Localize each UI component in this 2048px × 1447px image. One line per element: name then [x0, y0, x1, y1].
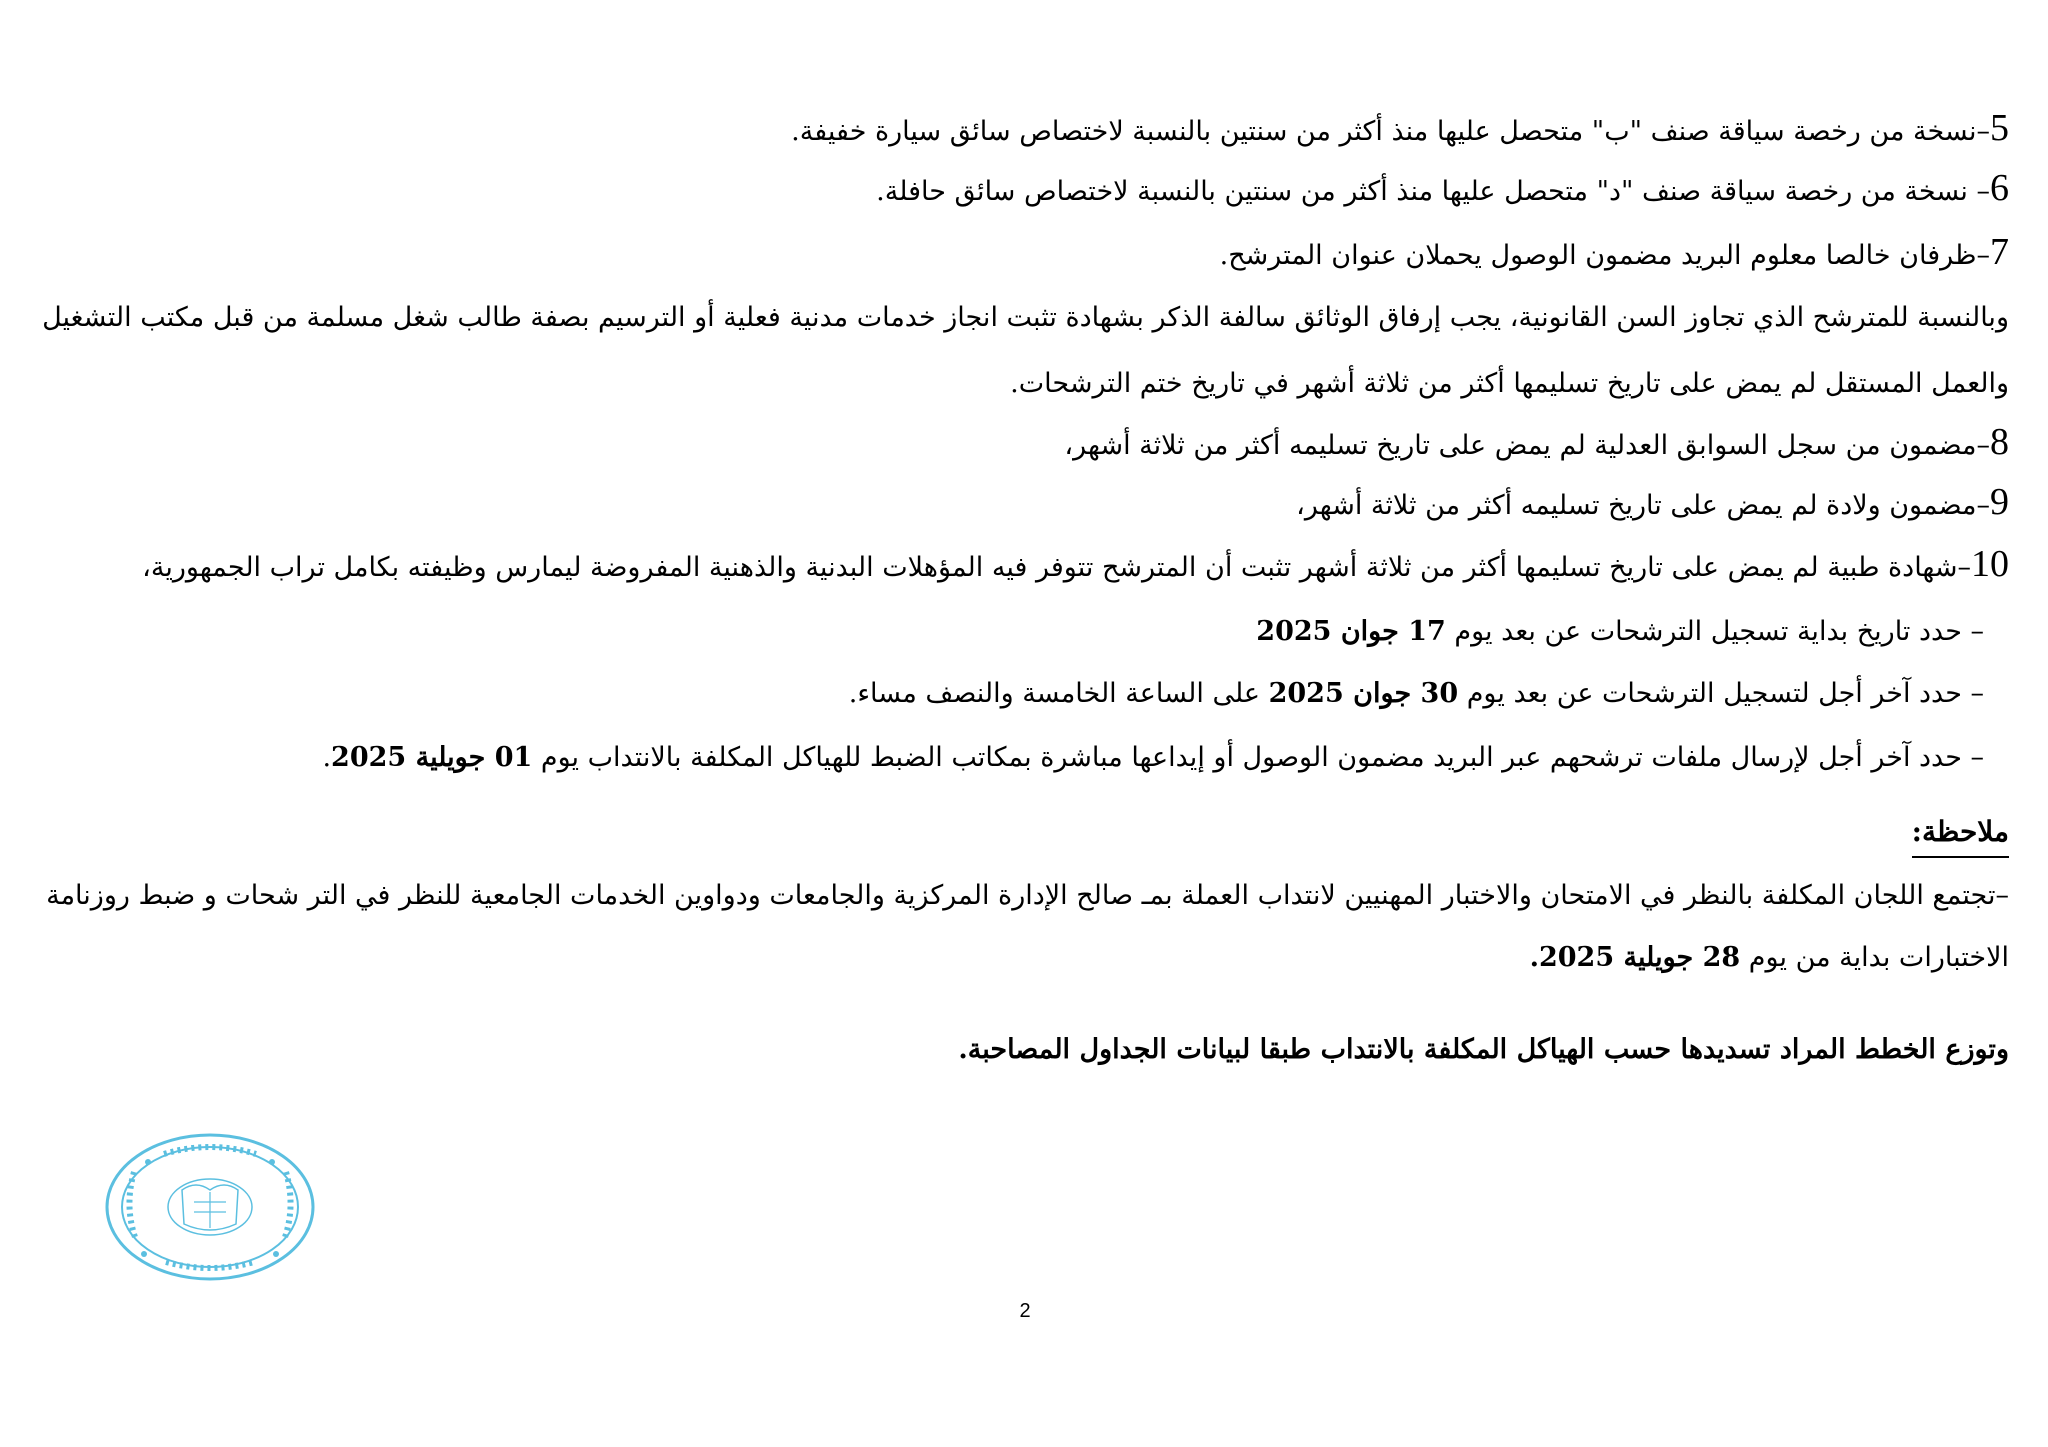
item-number: 6: [1990, 167, 2009, 209]
item-text: –مضمون ولادة لم يمض على تاريخ تسليمه أكثر من ثلاثة أشهر،: [1296, 490, 1990, 521]
note-suffix: .: [1529, 942, 1539, 973]
deadline-date: 01 جويلية 2025: [331, 742, 533, 773]
page-number: 2: [1019, 1300, 1031, 1322]
deadline-date: 17 جوان 2025: [1256, 616, 1446, 647]
official-seal-icon: [104, 1132, 316, 1282]
item-text: –نسخة من رخصة سياقة صنف "ب" متحصل عليها منذ أكثر من سنتين بالنسبة لاختصاص سائق سيارة خفيفة.: [791, 116, 1990, 147]
deadline-online-registration: [849, 674, 1984, 714]
deadline-text: – حدد آخر أجل لإرسال ملفات ترشحهم عبر البريد مضمون الوصول أو إيداعها مباشرة بمكاتب الضبط للهياكل المكلفة بالانتداب يوم: [532, 742, 1984, 773]
closing-statement: وتوزع الخطط المراد تسديدها حسب الهياكل المكلفة بالانتداب طبقا لبيانات الجداول المصاحبة.: [958, 1034, 2009, 1065]
deadline-mail-submission: [322, 738, 1984, 778]
deadline-start: [1256, 612, 1984, 652]
item-number: 10: [1971, 543, 2009, 585]
age-paragraph-line-1: وبالنسبة للمترشح الذي تجاوز السن القانونية، يجب إرفاق الوثائق سالفة الذكر بشهادة تثبت انجاز خدمات مدنية فعلية أو الترسيم بصفة طالب شغل مسلمة من قبل مكتب التشغيل: [42, 302, 2009, 333]
list-item-10: [142, 544, 2009, 588]
deadline-suffix: على الساعة الخامسة والنصف مساء.: [848, 678, 1269, 709]
item-text: –مضمون من سجل السوابق العدلية لم يمض على تاريخ تسليمه أكثر من ثلاثة أشهر،: [1064, 430, 1990, 461]
list-item-6: [876, 168, 2009, 212]
item-text: – نسخة من رخصة سياقة صنف "د" متحصل عليها منذ أكثر من سنتين بالنسبة لاختصاص سائق حافلة.: [876, 176, 1990, 207]
deadline-suffix: .: [322, 742, 332, 773]
note-text: الاختبارات بداية من يوم: [1740, 942, 2009, 973]
item-number: 8: [1990, 421, 2009, 463]
list-item-9: [1296, 482, 2009, 526]
list-item-5: [791, 108, 2009, 152]
list-item-8: [1064, 422, 2009, 466]
deadline-date: 30 جوان 2025: [1268, 678, 1459, 709]
item-number: 5: [1990, 107, 2009, 149]
item-text: –شهادة طبية لم يمض على تاريخ تسليمها أكثر من ثلاثة أشهر تثبت أن المترشح تتوفر فيه المؤهلات البدنية والذهنية المفروضة ليمارس وظيفته بكامل تراب الجمهورية،: [142, 552, 1971, 583]
deadline-text: – حدد تاريخ بداية تسجيل الترشحات عن بعد يوم: [1445, 616, 1984, 647]
item-number: 7: [1990, 231, 2009, 273]
note-line-2: [1530, 938, 2009, 978]
note-date: 28 جويلية 2025: [1538, 942, 1741, 973]
deadline-text: – حدد آخر أجل لتسجيل الترشحات عن بعد يوم: [1458, 678, 1984, 709]
item-text: –ظرفان خالصا معلوم البريد مضمون الوصول يحملان عنوان المترشح.: [1219, 240, 1990, 271]
note-heading: ملاحظة:: [1912, 812, 2009, 858]
note-line-1: –تجتمع اللجان المكلفة بالنظر في الامتحان والاختبار المهنيين لانتداب العملة بمـ صالح الإدارة المركزية والجامعات ودواوين الخدمات الجامعية للنظر في التر شحات و ضبط روزنامة: [46, 880, 2009, 911]
list-item-7: [1220, 232, 2009, 276]
item-number: 9: [1990, 481, 2009, 523]
age-paragraph-line-2: والعمل المستقل لم يمض على تاريخ تسليمها أكثر من ثلاثة أشهر في تاريخ ختم الترشحات.: [1010, 368, 2009, 399]
